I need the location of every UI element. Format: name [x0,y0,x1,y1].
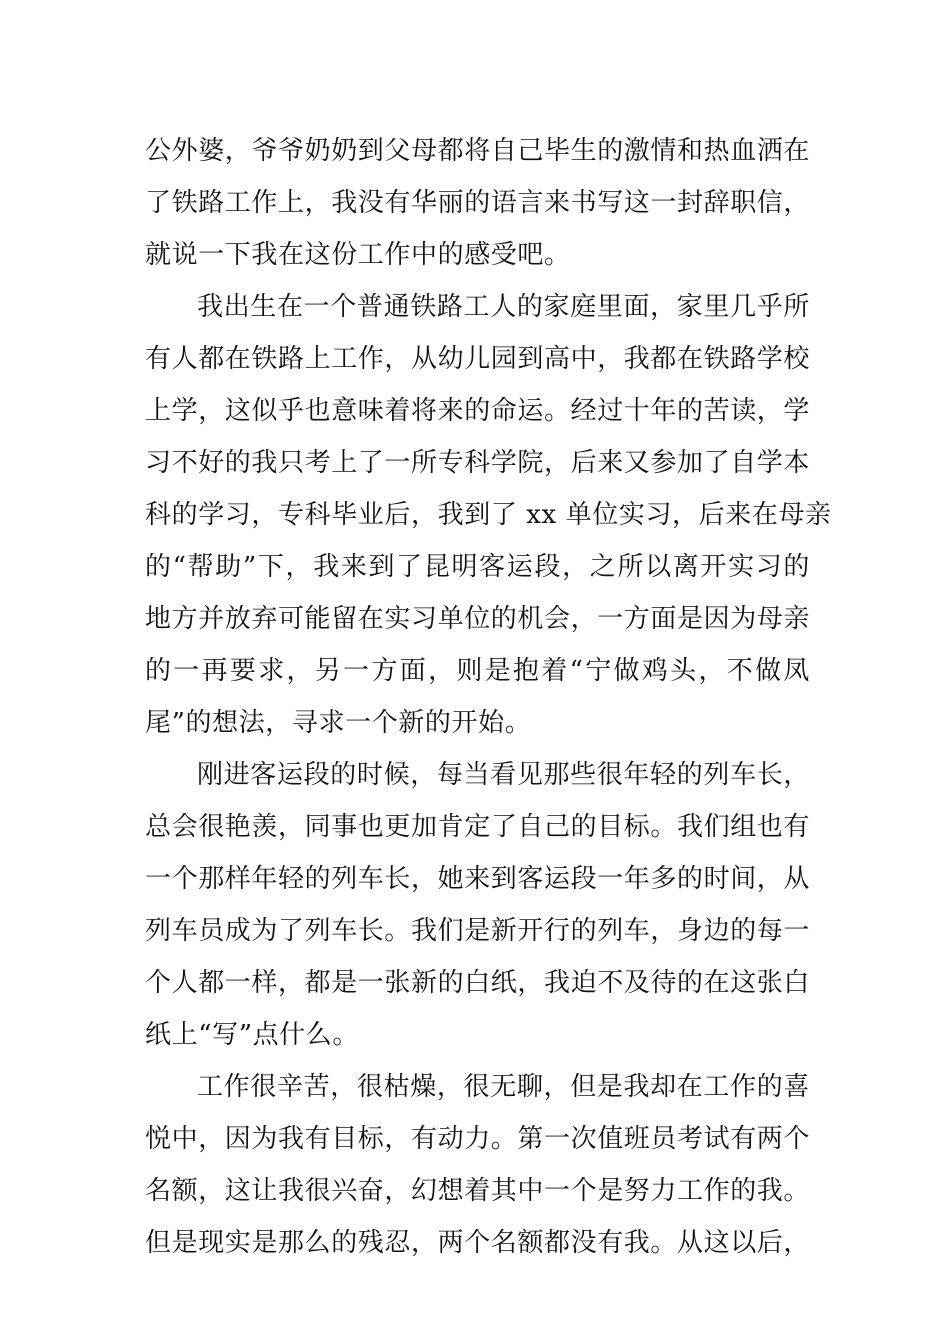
text-line: 名额，这让我很兴奋，幻想着其中一个是努力工作的我。 [145,1176,811,1206]
paragraph [145,749,810,1061]
text-line: 悦中，因为我有目标，有动力。第一次值班员考试有两个 [145,1124,811,1154]
text-line: 公外婆，爷爷奶奶到父母都将自己毕生的激情和热血洒在 [145,136,811,166]
text-line: 纸上“写”点什么。 [145,1020,359,1050]
text-line: 的“帮助”下，我来到了昆明客运段，之所以离开实习的 [145,552,810,582]
text-line: 的一再要求，另一方面，则是抱着“宁做鸡头，不做凤 [145,656,810,686]
text-line: 尾”的想法，寻求一个新的开始。 [145,708,532,738]
paragraph [145,125,810,281]
paragraph [145,1061,810,1269]
text-line: 刚进客运段的时候，每当看见那些很年轻的列车长， [197,760,810,790]
text-line: 习不好的我只考上了一所专科学院，后来又参加了自学本 [145,448,811,478]
text-line: 列车员成为了列车长。我们是新开行的列车，身边的每一 [145,916,811,946]
document-body [145,125,832,1269]
text-line: 有人都在铁路上工作，从幼儿园到高中，我都在铁路学校 [145,344,811,374]
text-line: 个人都一样，都是一张新的白纸，我迫不及待的在这张白 [145,968,811,998]
text-line: 上学，这似乎也意味着将来的命运。经过十年的苦读，学 [145,396,811,426]
text-line: 科的学习，专科毕业后，我到了 xx 单位实习，后来在母亲 [145,500,832,530]
text-line: 但是现实是那么的残忍，两个名额都没有我。从这以后， [145,1228,811,1258]
text-line: 工作很辛苦，很枯燥，很无聊，但是我却在工作的喜 [197,1072,810,1102]
text-line: 了铁路工作上，我没有华丽的语言来书写这一封辞职信， [145,188,811,218]
text-line: 我出生在一个普通铁路工人的家庭里面，家里几乎所 [197,292,810,322]
text-line: 地方并放弃可能留在实习单位的机会，一方面是因为母亲 [145,604,811,634]
text-line: 总会很艳羡，同事也更加肯定了自己的目标。我们组也有 [145,812,811,842]
text-line: 一个那样年轻的列车长，她来到客运段一年多的时间，从 [145,864,811,894]
text-line: 就说一下我在这份工作中的感受吧。 [145,240,571,270]
paragraph [145,281,832,749]
